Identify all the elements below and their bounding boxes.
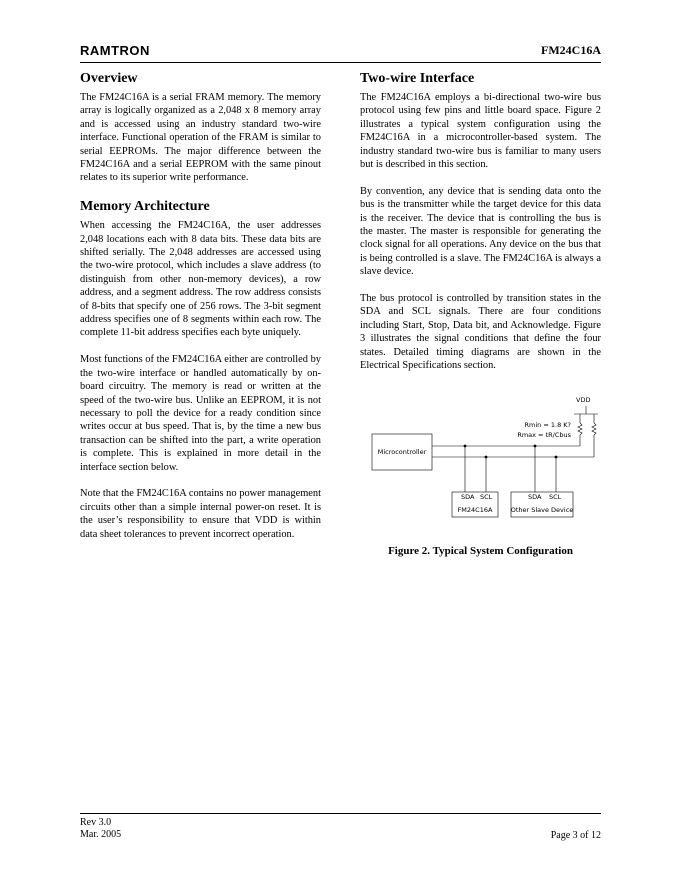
sda-junction-dot-2 <box>534 445 537 448</box>
svg-text:RAMTRON: RAMTRON <box>80 43 150 57</box>
other-sda-label: SDA <box>528 493 542 501</box>
sda-junction-dot <box>464 445 467 448</box>
fm-sda-label: SDA <box>461 493 475 501</box>
fm24c16a-label: FM24C16A <box>457 506 493 514</box>
resistor-sda <box>578 423 582 435</box>
rmin-label: Rmin = 1.8 K? <box>524 421 571 429</box>
two-wire-paragraph-2: By convention, any device that is sending data onto the bus is the transmitter while the target device for this data is the receiver. The device that is controlling the bus is the master. The master is responsible for generating the clock signal for all operations. Any device on the bus that is being controlled is a slave. The FM24C16A is always a slave device. <box>360 185 601 278</box>
other-slave-label: Other Slave Device <box>510 506 574 514</box>
other-scl-label: SCL <box>549 493 562 501</box>
fm-scl-label: SCL <box>480 493 493 501</box>
memory-paragraph-3: Note that the FM24C16A contains no power management circuits other than a simple internal power-on reset. It is the user’s responsibility to ensure that VDD is within data sheet tolerances to prevent incorrect operation. <box>80 488 321 540</box>
figure-caption: Figure 2. Typical System Configuration <box>388 545 573 557</box>
page-footer <box>80 813 601 841</box>
part-number: FM24C16A <box>541 43 601 57</box>
memory-paragraph-2: Most functions of the FM24C16A either are controlled by the two-wire interface or handled automatically by on-board circuitry. The memory is read or written at the speed of the two-wire bus. Unlike an EEPROM, it is not necessary to poll the device for a ready condition since writes occur at bus speed. That is, by the time a new bus transaction can be shifted into the part, a write operation is complete. This is explained in more detail in the interface section below. <box>80 354 321 473</box>
ramtron-logo <box>80 43 160 57</box>
revision-date: Mar. 2005 <box>80 829 122 840</box>
rmax-label: Rmax = tR/Cbus <box>517 431 571 439</box>
left-column <box>80 70 321 554</box>
page-header <box>80 40 601 63</box>
revision: Rev 3.0 <box>80 817 112 828</box>
overview-paragraph: The FM24C16A is a serial FRAM memory. The memory array is logically organized as a 2,048 x 8 memory array and is accessed using an industry standard two-wire interface. Functional operation of the FRAM is similar to serial EEPROMs. The major difference between the FM24C16A and a serial EEPROM with the same pinout relates to its superior write performance. <box>80 92 321 184</box>
scl-junction-dot-2 <box>555 456 558 459</box>
scl-junction-dot <box>485 456 488 459</box>
memory-paragraph-1: When accessing the FM24C16A, the user addresses 2,048 locations each with 8 data bits. These data bits are shifted serially. The 2,048 addresses are accessed using the two-wire protocol, which includes a slave address (to distinguish from other non-memory devices), a row address, and a segment address. The row address consists of 8-bits that specify one of 256 rows. The 3-bit segment address specifies one of 8 segments within each row. The complete 11-bit address specifies each byte uniquely. <box>80 220 321 339</box>
right-column <box>360 70 601 386</box>
memory-architecture-heading: Memory Architecture <box>80 199 210 215</box>
vdd-label: VDD <box>576 396 591 404</box>
two-wire-paragraph-1: The FM24C16A employs a bi-directional two-wire bus protocol using few pins and little board space. Figure 2 illustrates a typical system configuration using the FM24C16A in a microcontroller-based system. The industry standard two-wire bus is familiar to many users but is described in this section. <box>360 92 601 171</box>
overview-heading: Overview <box>80 71 138 86</box>
page-number: Page 3 of 12 <box>550 830 601 841</box>
two-wire-heading: Two-wire Interface <box>360 71 475 86</box>
diagram-svg <box>360 390 601 525</box>
microcontroller-label: Microcontroller <box>377 448 427 456</box>
system-configuration-diagram <box>360 390 601 525</box>
resistor-scl <box>592 423 596 435</box>
two-wire-paragraph-3: The bus protocol is controlled by transition states in the SDA and SCL signals. There are four conditions including Start, Stop, Data bit, and Acknowledge. Figure 3 illustrates the signal conditions that define the four states. Detailed timing diagrams are shown in the Electrical Specifications section. <box>360 293 601 372</box>
